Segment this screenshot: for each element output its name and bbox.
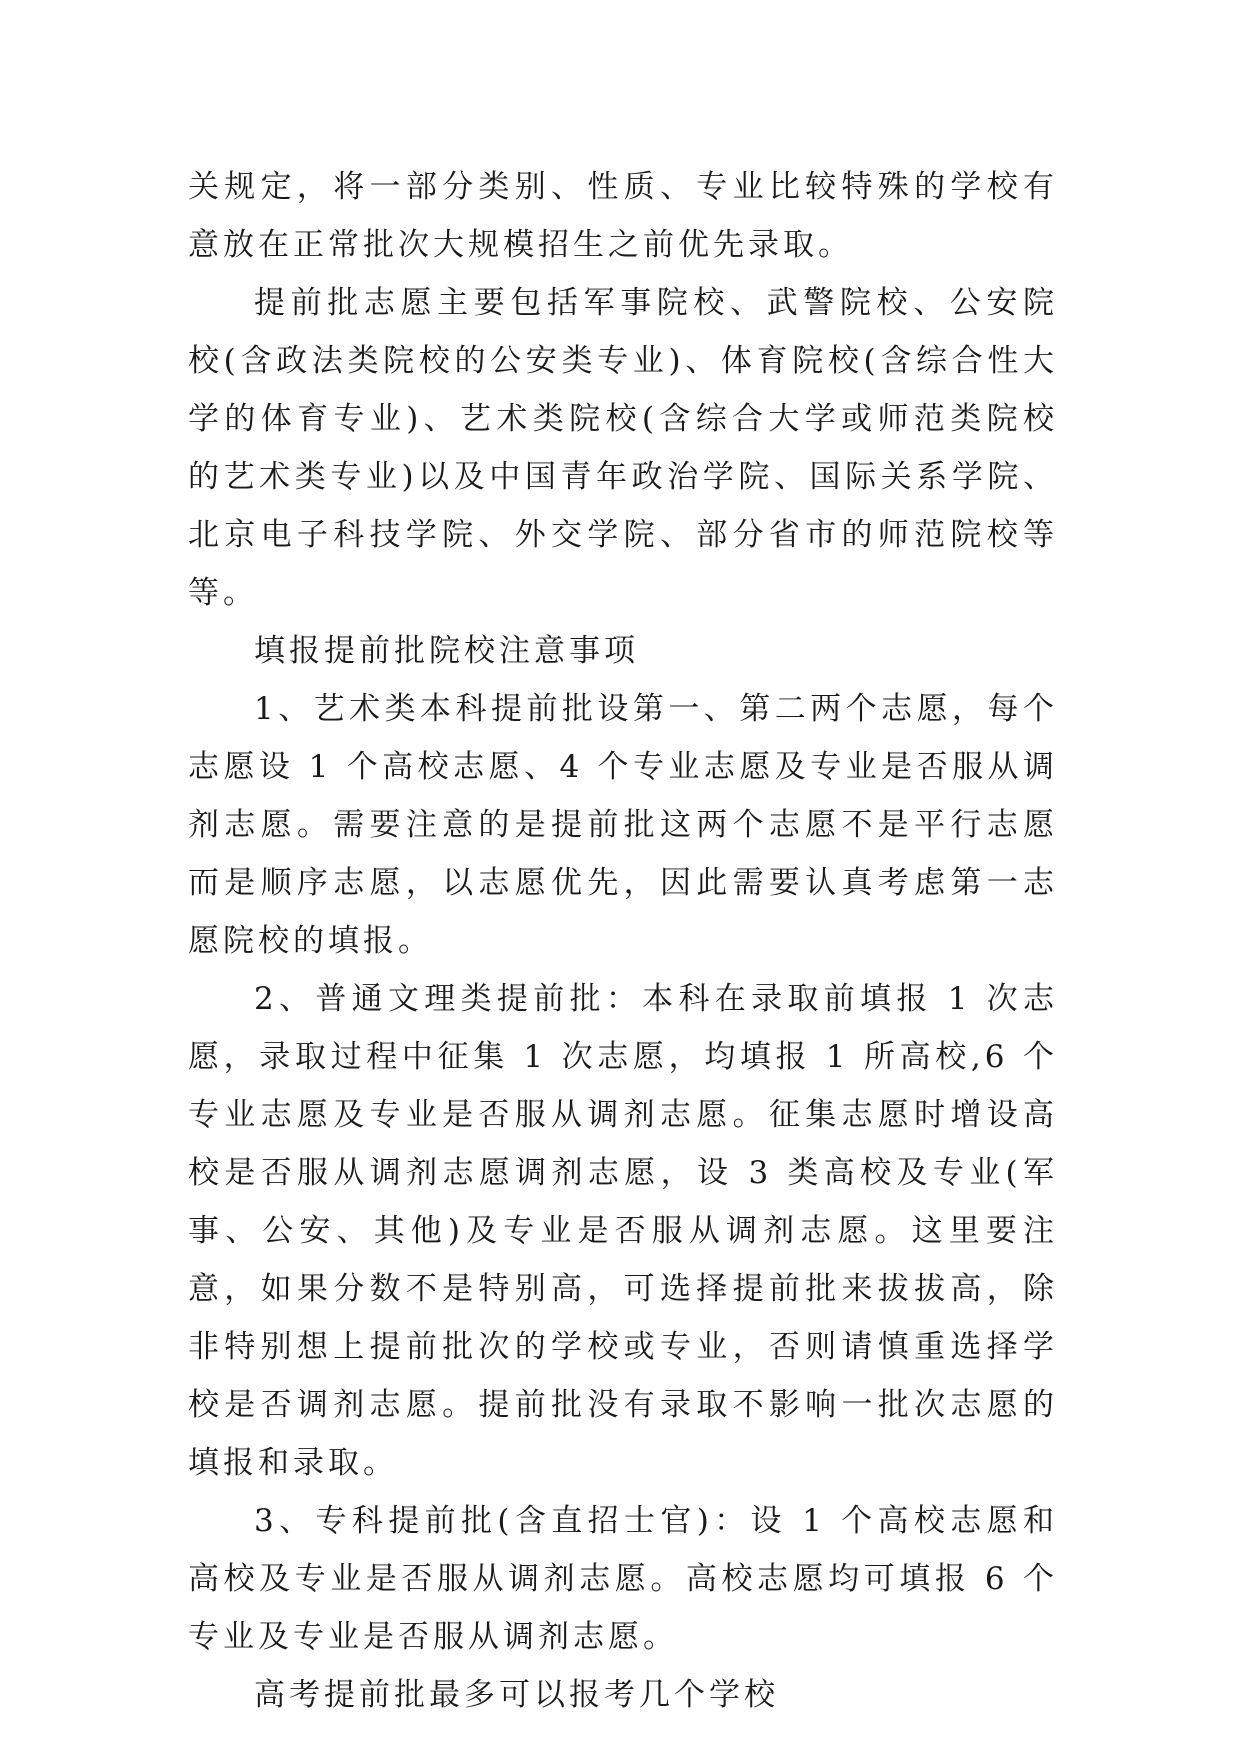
paragraph-note-2: 2、普通文理类提前批：本科在录取前填报 1 次志愿，录取过程中征集 1 次志愿，均填报 1 所高校,6 个专业志愿及专业是否服从调剂志愿。征集志愿时增设高校是否服从调剂志愿调剂志愿，设 3 类高校及专业(军事、公安、其他)及专业是否服从调剂志愿。这里要注意，如果分数不是特别高，可选择提前批来拔拔高，除非特别想上提前批次的学校或专业，否则请慎重选择学校是否调剂志愿。提前批没有录取不影响一批次志愿的填报和录取。 xyxy=(188,981,1058,1481)
section-heading-how-many-schools: 高考提前批最多可以报考几个学校 xyxy=(254,1677,779,1713)
paragraph-note-1: 1、艺术类本科提前批设第一、第二两个志愿，每个志愿设 1 个高校志愿、4 个专业志愿及专业是否服从调剂志愿。需要注意的是提前批这两个志愿不是平行志愿而是顺序志愿，以志愿优先，因此需要认真考虑第一志愿院校的填报。 xyxy=(188,691,1058,959)
paragraph-continued: 关规定，将一部分类别、性质、专业比较特殊的学校有意放在正常批次大规模招生之前优先录取。 xyxy=(188,169,1058,263)
paragraph-note-3: 3、专科提前批(含直招士官)：设 1 个高校志愿和高校及专业是否服从调剂志愿。高校志愿均可填报 6 个专业及专业是否服从调剂志愿。 xyxy=(188,1503,1058,1655)
document-page xyxy=(188,158,1058,1724)
paragraph-early-batch-scope: 提前批志愿主要包括军事院校、武警院校、公安院校(含政法类院校的公安类专业)、体育院校(含综合性大学的体育专业)、艺术类院校(含综合大学或师范类院校的艺术类专业)以及中国青年政治学院、国际关系学院、北京电子科技学院、外交学院、部分省市的师范院校等等。 xyxy=(188,285,1058,611)
section-heading-notes: 填报提前批院校注意事项 xyxy=(254,633,639,669)
